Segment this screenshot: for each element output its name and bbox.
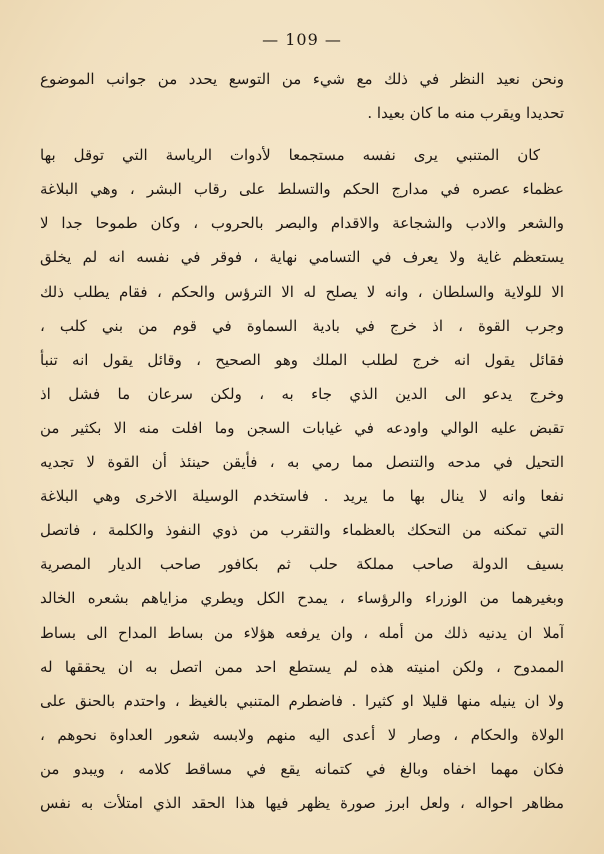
text-line: الولاة والحكام ، وصار لا أعدى اليه منهم ولابسه شعور العداوة نحوهم ، bbox=[40, 725, 564, 744]
text-line: ونحن نعيد النظر في ذلك مع شيء من التوسع يحدد من جوانب الموضوع bbox=[40, 70, 564, 88]
text-line: فقائل يقول انه خرج لطلب الملك وهو الصحيح ، وقائل يقول انه تنبأ bbox=[40, 350, 564, 369]
text-line: الا للولاية والسلطان ، وانه لا يصلح له الا الترؤس والحكم ، فقام يطلب ذلك bbox=[40, 282, 564, 301]
text-line: آملا ان يدنيه ذلك من أمله ، وان يرفعه هؤلاء من بساط المداح الى بساط bbox=[40, 623, 564, 642]
text-line: وخرج يدعو الى الدين الذي جاء به ، ولكن سرعان ما فشل اذ bbox=[40, 384, 564, 403]
text-line: مظاهر احواله ، ولعل ابرز صورة يظهر فيها هذا الحقد الذي امتلأت به نفس bbox=[40, 793, 564, 812]
text-line: يستعظم غاية ولا يعرف في التسامي نهاية ، فوقر في نفسه انه لم يخلق bbox=[40, 248, 564, 267]
text-line: وبغيرهما من الوزراء والرؤساء ، يمدح الكل ويطري مزاياهم بشعره الخالد bbox=[40, 589, 564, 608]
body-text bbox=[40, 62, 564, 820]
text-line: عظماء عصره في مدارج الحكم والتسلط على رقاب البشر ، وهي البلاغة bbox=[40, 180, 564, 199]
paragraph bbox=[40, 138, 564, 820]
text-line: الممدوح ، ولكن امنيته هذه لم يستطع احد ممن اتصل به ان يحققها له bbox=[40, 657, 564, 676]
paragraph-gap bbox=[40, 130, 564, 138]
text-line: نفعا وانه لا ينال بها ما يريد . فاستخدم الوسيلة الاخرى وهي البلاغة bbox=[40, 487, 564, 506]
text-line: تحديدا ويقرب منه ما كان بعيدا . bbox=[367, 104, 564, 123]
text-line: فكان مهما اخفاه وبالغ في كتمانه يقع في مساقط كلامه ، ويبدو من bbox=[40, 759, 564, 778]
paragraph bbox=[40, 62, 564, 130]
text-line: بسيف الدولة صاحب مملكة حلب ثم بكافور صاحب الديار المصرية bbox=[40, 555, 564, 574]
text-line: التي تمكنه من التحكك بالعظماء والتقرب من ذوي النفوذ والكلمة ، فاتصل bbox=[40, 521, 564, 540]
text-line: كان المتنبي يرى نفسه مستجمعا لأدوات الرياسة التي توقل بها bbox=[40, 146, 540, 165]
text-line: والشعر والادب والشجاعة والاقدام والبصر بالحروب ، وكان طموحا جدا لا bbox=[40, 214, 564, 233]
text-line: التحيل في مدحه والتنصل مما رمي به ، فأيقن حينئذ أن القوة لا تجديه bbox=[40, 453, 564, 472]
text-line: ولا ان ينيله منها قليلا او كثيرا . فاضطرم المتنبي بالغيظ ، واحتدم بالحنق على bbox=[40, 691, 564, 710]
page-number: — 109 — bbox=[262, 30, 342, 49]
text-line: وجرب القوة ، اذ خرج في بادية السماوة في قوم من بني كلب ، bbox=[40, 316, 564, 335]
text-line: تقبض عليه الوالي واودعه في غيابات السجن وما افلت منه الا بكثير من bbox=[40, 418, 564, 437]
